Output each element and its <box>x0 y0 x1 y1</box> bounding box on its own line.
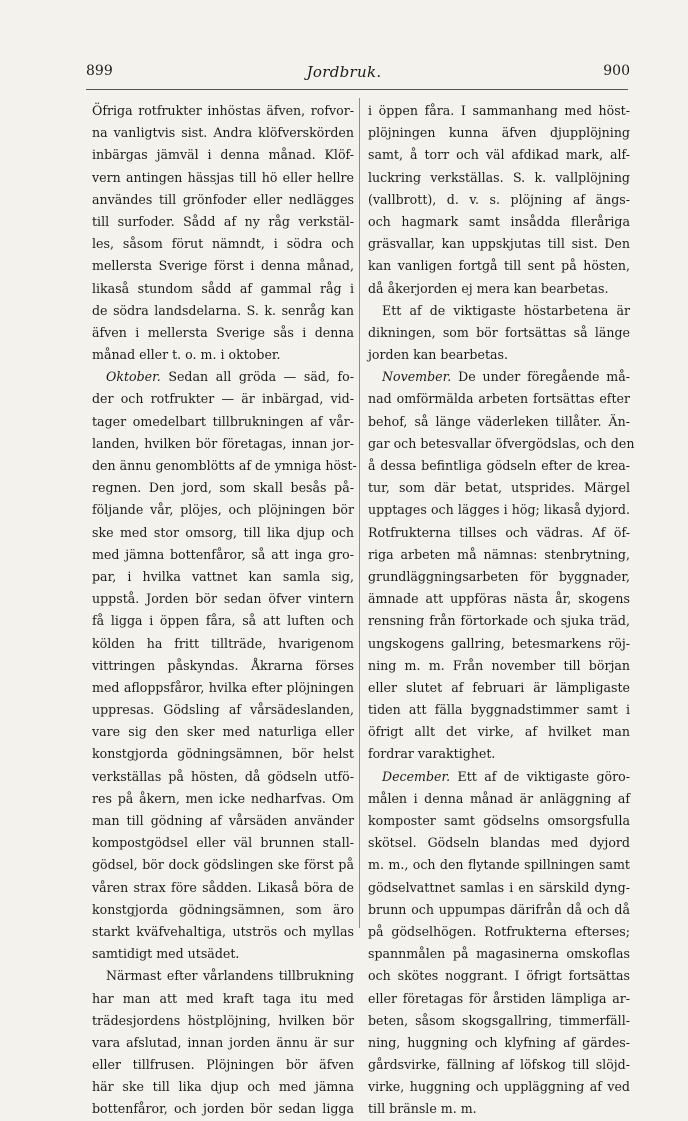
line-text: då åkerjorden ej mera kan bearbetas. <box>368 280 609 296</box>
line-text: samtidigt med utsädet. <box>92 946 240 962</box>
left-column <box>92 100 357 1121</box>
line-text: (vallbrott), d. v. s. plöjning af ängs- <box>368 191 630 207</box>
line-text: Ett af de viktigaste göro- <box>450 768 630 784</box>
line-text: konstgjorda gödningsämnen, som äro <box>92 901 354 917</box>
text-line <box>368 122 630 144</box>
line-text: till surfoder. Sådd af ny råg verkstäl- <box>92 213 354 229</box>
text-line <box>368 832 630 854</box>
line-text: landen, hvilken bör företagas, innan jor- <box>92 435 354 451</box>
text-line <box>92 278 354 300</box>
text-line <box>368 344 630 366</box>
text-line <box>92 144 354 166</box>
line-text: behof, så länge väderleken tillåter. Än- <box>368 413 630 429</box>
line-text: Öfriga rotfrukter inhöstas äfven, rofvor- <box>92 103 354 118</box>
text-line <box>92 832 354 854</box>
line-text: och hagmark samt insådda flleråriga <box>368 213 630 229</box>
line-text: eller slutet af februari är lämpligaste <box>368 679 630 695</box>
line-text: gödselvattnet samlas i en särskild dyng- <box>368 879 630 895</box>
line-text: på gödselhögen. Rotfrukterna efterses; <box>368 923 630 939</box>
line-text: här ske till lika djup och med jämna <box>92 1079 354 1095</box>
text-line <box>368 877 630 899</box>
text-line <box>368 854 630 876</box>
line-text: mellersta Sverige först i denna månad, <box>92 258 354 274</box>
line-text: till bränsle m. m. <box>368 1101 477 1117</box>
text-line <box>368 988 630 1010</box>
text-line <box>368 1010 630 1032</box>
line-text: öfrigt allt det virke, af hvilket man <box>368 724 630 740</box>
text-line <box>92 610 354 632</box>
column-divider <box>359 98 360 928</box>
line-text: riga arbeten må nämnas: stenbrytning, <box>368 546 630 562</box>
line-text: spannmålen på magasinerna omskoflas <box>368 946 630 962</box>
line-text: tager omedelbart tillbrukningen af vår- <box>92 413 354 429</box>
text-line <box>92 211 354 233</box>
line-text: tur, som där betat, utsprides. Märgel <box>368 480 630 496</box>
text-line <box>92 1032 354 1054</box>
text-line <box>368 921 630 943</box>
line-text: med jämna bottenfåror, så att inga gro- <box>92 546 354 562</box>
text-line <box>368 1098 630 1120</box>
line-text: starkt kväfvehaltiga, utströs och myllas <box>92 923 354 939</box>
text-line <box>368 899 630 921</box>
text-line <box>92 810 354 832</box>
text-line <box>92 522 354 544</box>
text-line <box>92 965 354 987</box>
line-text: Rotfrukterna tillses och vädras. Af öf- <box>368 524 630 540</box>
line-text: jorden kan bearbetas. <box>368 347 508 363</box>
text-line <box>92 699 354 721</box>
month-heading: Oktober. <box>106 369 161 385</box>
text-line <box>92 854 354 876</box>
header-rule <box>86 89 628 90</box>
text-line <box>92 455 357 477</box>
line-text: Ett af de viktigaste höstarbetena är <box>382 302 630 318</box>
line-text: bottenfåror, och jorden bör sedan ligga <box>92 1101 354 1117</box>
line-text: der och rotfrukter — är inbärgad, vid- <box>92 391 354 407</box>
text-line <box>92 411 354 433</box>
line-text: gårdsvirke, fällning af löfskog till slöjd- <box>368 1057 630 1073</box>
text-line <box>92 544 354 566</box>
text-line <box>368 1076 630 1098</box>
text-line <box>92 255 354 277</box>
line-text: res på åkern, men icke nedharfvas. Om <box>92 790 354 806</box>
month-heading: December. <box>382 768 451 784</box>
text-line <box>368 699 630 721</box>
line-text: Närmast efter vårlandens tillbrukning <box>106 968 354 984</box>
text-line <box>92 499 354 521</box>
line-text: les, såsom förut nämndt, i södra och <box>92 236 354 252</box>
line-text: konstgjorda gödningsämnen, bör helst <box>92 746 354 762</box>
line-text: dikningen, som bör fortsättas så länge <box>368 324 630 340</box>
text-line <box>368 810 630 832</box>
line-text: na vanligtvis sist. Andra klöfverskörden <box>92 125 354 141</box>
line-text: eller företagas för årstiden lämpliga ar- <box>368 990 630 1006</box>
line-text: brunn och uppumpas därifrån då och då <box>368 901 630 917</box>
text-line <box>368 588 630 610</box>
text-line <box>368 522 630 544</box>
line-text: gödsel, bör dock gödslingen ske först på <box>92 857 354 873</box>
line-text: kompostgödsel eller väl brunnen stall- <box>92 835 354 851</box>
line-text: man till gödning af vårsäden använder <box>92 813 354 828</box>
line-text: ning, huggning och klyfning af gärdes- <box>368 1034 630 1050</box>
text-line <box>92 366 354 388</box>
line-text: kan vanligen fortgå till sent på hösten, <box>368 258 630 274</box>
line-text: m. m., och den flytande spillningen samt <box>368 857 630 873</box>
line-text: upptages och lägges i hög; likaså dyjord. <box>368 502 630 518</box>
text-line <box>92 743 354 765</box>
line-text: få ligga i öppen fåra, så att luften och <box>92 613 354 629</box>
text-line <box>92 477 354 499</box>
text-line <box>368 677 630 699</box>
text-line <box>92 344 354 366</box>
line-text: De under föregående må- <box>451 369 630 385</box>
text-line <box>368 766 630 788</box>
line-text: nad omförmälda arbeten fortsättas efter <box>368 391 630 407</box>
text-line <box>92 189 354 211</box>
line-text: tiden att fälla byggnadstimmer samt i <box>368 702 630 718</box>
line-text: regnen. Den jord, som skall besås på- <box>92 480 354 496</box>
line-text: gräsvallar, kan uppskjutas till sist. Den <box>368 236 630 252</box>
line-text: målen i denna månad är anläggning af <box>368 790 630 806</box>
text-line <box>368 144 630 166</box>
text-line <box>368 499 630 521</box>
right-column <box>368 100 635 1121</box>
text-line <box>92 233 354 255</box>
line-text: samt, å torr och väl afdikad mark, alf- <box>368 147 630 163</box>
line-text: fordrar varaktighet. <box>368 746 496 762</box>
text-line <box>368 300 630 322</box>
line-text: rensning från förtorkade och sjuka träd, <box>368 613 630 629</box>
line-text: har man att med kraft taga itu med <box>92 990 354 1006</box>
text-line <box>368 167 630 189</box>
text-line <box>92 788 354 810</box>
text-line <box>368 721 630 743</box>
text-line <box>368 189 630 211</box>
text-line <box>368 633 630 655</box>
line-text: eller tillfrusen. Plöjningen bör äfven <box>92 1057 354 1073</box>
line-text: i öppen fåra. I sammanhang med höst- <box>368 103 630 118</box>
text-line <box>92 167 354 189</box>
text-line <box>368 411 630 433</box>
page-number-right: 900 <box>603 63 630 79</box>
line-text: uppresas. Gödsling af vårsädeslanden, <box>92 702 354 718</box>
line-text: ämnade att uppföras nästa år, skogens <box>368 591 630 607</box>
text-line <box>92 677 354 699</box>
line-text: uppstå. Jorden bör sedan öfver vintern <box>92 591 354 607</box>
text-line <box>92 1054 354 1076</box>
line-text: inbärgas jämväl i denna månad. Klöf- <box>92 147 354 163</box>
text-line <box>92 122 354 144</box>
text-line <box>368 943 630 965</box>
text-line <box>92 943 354 965</box>
line-text: luckring verkställas. S. k. vallplöjning <box>368 169 630 185</box>
line-text: ning m. m. Från november till början <box>368 657 630 673</box>
text-line <box>368 610 630 632</box>
line-text: vara afslutad, innan jorden ännu är sur <box>92 1034 354 1050</box>
text-line <box>368 100 630 122</box>
line-text: följande vår, plöjes, och plöjningen bör <box>92 502 354 518</box>
text-line <box>92 655 354 677</box>
text-line <box>92 566 354 588</box>
text-line <box>368 255 630 277</box>
text-line <box>92 877 354 899</box>
line-text: plöjningen kunna äfven djupplöjning <box>368 125 630 141</box>
text-line <box>92 633 354 655</box>
line-text: trädesjordens höstplöjning, hvilken bör <box>92 1012 354 1028</box>
line-text: den ännu genomblötts af de ymniga höst- <box>92 458 357 473</box>
text-line <box>92 1076 354 1098</box>
line-text: virke, huggning och uppläggning af ved <box>368 1079 630 1095</box>
text-line <box>368 544 630 566</box>
text-line <box>92 1098 354 1120</box>
text-line <box>92 322 354 344</box>
line-text: ungskogens gallring, betesmarkens röj- <box>368 635 630 651</box>
month-heading: November. <box>382 369 452 385</box>
line-text: användes till grönfoder eller nedlägges <box>92 191 354 207</box>
line-text: de södra landsdelarna. S. k. senråg kan <box>92 302 354 318</box>
page-number-left: 899 <box>86 63 113 79</box>
text-line <box>368 211 630 233</box>
text-line <box>368 743 630 765</box>
text-line <box>368 477 630 499</box>
text-line <box>368 965 630 987</box>
line-text: komposter samt gödselns omsorgsfulla <box>368 813 630 828</box>
text-line <box>92 388 354 410</box>
line-text: beten, såsom skogsgallring, timmerfäll- <box>368 1012 630 1028</box>
line-text: äfven i mellersta Sverige sås i denna <box>92 324 354 340</box>
line-text: vare sig den sker med naturliga eller <box>92 724 354 740</box>
line-text: ske med stor omsorg, till lika djup och <box>92 524 354 540</box>
line-text: gar och betesvallar öfvergödslas, och den <box>368 435 635 451</box>
text-line <box>368 433 635 455</box>
text-line <box>368 233 630 255</box>
text-line <box>92 899 354 921</box>
text-line <box>368 1054 630 1076</box>
line-text: vern antingen hässjas till hö eller hellre <box>92 169 354 185</box>
text-line <box>92 766 354 788</box>
line-text: likaså stundom sådd af gammal råg i <box>92 280 354 296</box>
text-line <box>368 366 630 388</box>
line-text: kölden ha fritt tillträde, hvarigenom <box>92 635 354 651</box>
line-text: våren strax före sådden. Likaså böra de <box>92 879 354 895</box>
line-text: par, i hvilka vattnet kan samla sig, <box>92 568 354 584</box>
line-text: grundläggningsarbeten för byggnader, <box>368 568 630 584</box>
text-line <box>368 278 630 300</box>
text-line <box>368 566 630 588</box>
text-line <box>92 721 354 743</box>
line-text: verkställas på hösten, då gödseln utfö- <box>92 768 354 784</box>
line-text: med afloppsfåror, hvilka efter plöjningen <box>92 679 354 695</box>
text-line <box>368 322 630 344</box>
running-title: Jordbruk. <box>306 63 382 81</box>
text-line <box>368 455 630 477</box>
line-text: vittringen påskyndas. Åkrarna förses <box>92 657 354 673</box>
text-line <box>92 433 354 455</box>
text-line <box>92 100 354 122</box>
line-text: skötsel. Gödseln blandas med dyjord <box>368 835 630 851</box>
text-line <box>368 788 630 810</box>
text-line <box>368 388 630 410</box>
line-text: Sedan all gröda — säd, fo- <box>160 369 354 385</box>
text-line <box>368 655 630 677</box>
text-line <box>92 921 354 943</box>
text-line <box>92 300 354 322</box>
line-text: månad eller t. o. m. i oktober. <box>92 347 281 363</box>
text-line <box>92 1010 354 1032</box>
line-text: å dessa befintliga gödseln efter de krea- <box>368 458 630 473</box>
text-line <box>92 988 354 1010</box>
line-text: och skötes noggrant. I öfrigt fortsättas <box>368 968 630 984</box>
text-line <box>92 588 354 610</box>
text-line <box>368 1032 630 1054</box>
